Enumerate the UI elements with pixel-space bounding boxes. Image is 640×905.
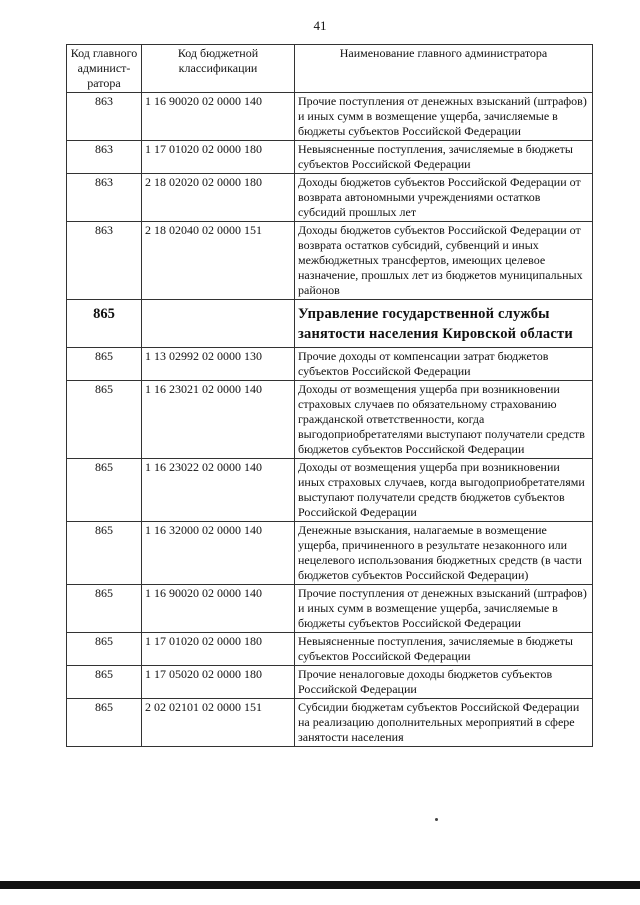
budget-code-cell: 1 16 23021 02 0000 140: [142, 381, 295, 459]
admin-code-cell: 863: [67, 222, 142, 300]
admin-name-cell: Денежные взыскания, налагаемые в возмещение ущерба, причиненного в результате незаконного или нецелевого использования бюджетных средств (в части бюджетов субъектов Российской Федерации): [295, 522, 593, 585]
budget-code-cell: 1 17 01020 02 0000 180: [142, 633, 295, 666]
admin-code-cell: 865: [67, 381, 142, 459]
table-row: [67, 699, 593, 747]
admin-name-cell: Невыясненные поступления, зачисляемые в бюджеты субъектов Российской Федерации: [295, 633, 593, 666]
admin-code-cell: 865: [67, 633, 142, 666]
header-budget-code: Код бюджетной классификации: [142, 45, 295, 93]
admin-code-cell: 865: [67, 522, 142, 585]
budget-code-cell: 1 16 32000 02 0000 140: [142, 522, 295, 585]
page-number: 41: [313, 18, 327, 33]
table-row: [67, 174, 593, 222]
scan-speck: [435, 818, 438, 821]
admin-name-cell: Субсидии бюджетам субъектов Российской Федерации на реализацию дополнительных мероприятий в сфере занятости населения: [295, 699, 593, 747]
scan-edge-bar: [0, 881, 640, 889]
budget-code-cell: 1 16 23022 02 0000 140: [142, 459, 295, 522]
budget-codes-table: [66, 44, 593, 747]
admin-name-cell: Невыясненные поступления, зачисляемые в бюджеты субъектов Российской Федерации: [295, 141, 593, 174]
budget-code-cell: 2 02 02101 02 0000 151: [142, 699, 295, 747]
budget-code-cell: 1 17 01020 02 0000 180: [142, 141, 295, 174]
table-row: [67, 633, 593, 666]
admin-name-cell: Доходы бюджетов субъектов Российской Федерации от возврата автономными учреждениями остатков субсидий прошлых лет: [295, 174, 593, 222]
budget-code-cell: 1 13 02992 02 0000 130: [142, 348, 295, 381]
budget-code-cell: 1 17 05020 02 0000 180: [142, 666, 295, 699]
admin-name-cell: Доходы от возмещения ущерба при возникновении страховых случаев по обязательному страхованию гражданской ответственности, когда выгодоприобретателями выступают получатели средств бюджетов субъектов Российской Федерации: [295, 381, 593, 459]
admin-name-cell: Доходы от возмещения ущерба при возникновении иных страховых случаев, когда выгодоприобретателями выступают получатели средств бюджетов субъектов Российской Федерации: [295, 459, 593, 522]
section-row: [67, 300, 593, 348]
header-admin-name: Наименование главного администратора: [295, 45, 593, 93]
budget-code-cell: 1 16 90020 02 0000 140: [142, 585, 295, 633]
table-row: [67, 381, 593, 459]
table-row: [67, 348, 593, 381]
admin-code-cell: 865: [67, 459, 142, 522]
budget-code-cell: 1 16 90020 02 0000 140: [142, 93, 295, 141]
table-row: [67, 222, 593, 300]
admin-name-cell: Прочие поступления от денежных взысканий (штрафов) и иных сумм в возмещение ущерба, зачисляемые в бюджеты субъектов Российской Федерации: [295, 93, 593, 141]
table-row: [67, 93, 593, 141]
table-body: [67, 93, 593, 747]
admin-code-cell: 863: [67, 174, 142, 222]
budget-code-cell: 2 18 02040 02 0000 151: [142, 222, 295, 300]
budget-code-cell: 2 18 02020 02 0000 180: [142, 174, 295, 222]
header-admin-code: Код главного админист-ратора: [67, 45, 142, 93]
table-row: [67, 141, 593, 174]
admin-code-cell: 865: [67, 348, 142, 381]
admin-code-cell: 863: [67, 93, 142, 141]
admin-name-cell: Доходы бюджетов субъектов Российской Федерации от возврата остатков субсидий, субвенций и иных межбюджетных трансфертов, имеющих целевое назначение, прошлых лет из бюджетов муниципальных районов: [295, 222, 593, 300]
table-row: [67, 459, 593, 522]
admin-code-cell: 865: [67, 585, 142, 633]
admin-name-cell: Прочие неналоговые доходы бюджетов субъектов Российской Федерации: [295, 666, 593, 699]
admin-code-cell: 863: [67, 141, 142, 174]
table-row: [67, 666, 593, 699]
section-admin-code: 865: [67, 300, 142, 348]
admin-code-cell: 865: [67, 666, 142, 699]
admin-name-cell: Прочие поступления от денежных взысканий (штрафов) и иных сумм в возмещение ущерба, зачисляемые в бюджеты субъектов Российской Федерации: [295, 585, 593, 633]
table-row: [67, 522, 593, 585]
budget-code-cell: [142, 300, 295, 348]
admin-code-cell: 865: [67, 699, 142, 747]
section-title: Управление государственной службы занятости населения Кировской области: [295, 300, 593, 348]
table-row: [67, 585, 593, 633]
table-header-row: [67, 45, 593, 93]
admin-name-cell: Прочие доходы от компенсации затрат бюджетов субъектов Российской Федерации: [295, 348, 593, 381]
